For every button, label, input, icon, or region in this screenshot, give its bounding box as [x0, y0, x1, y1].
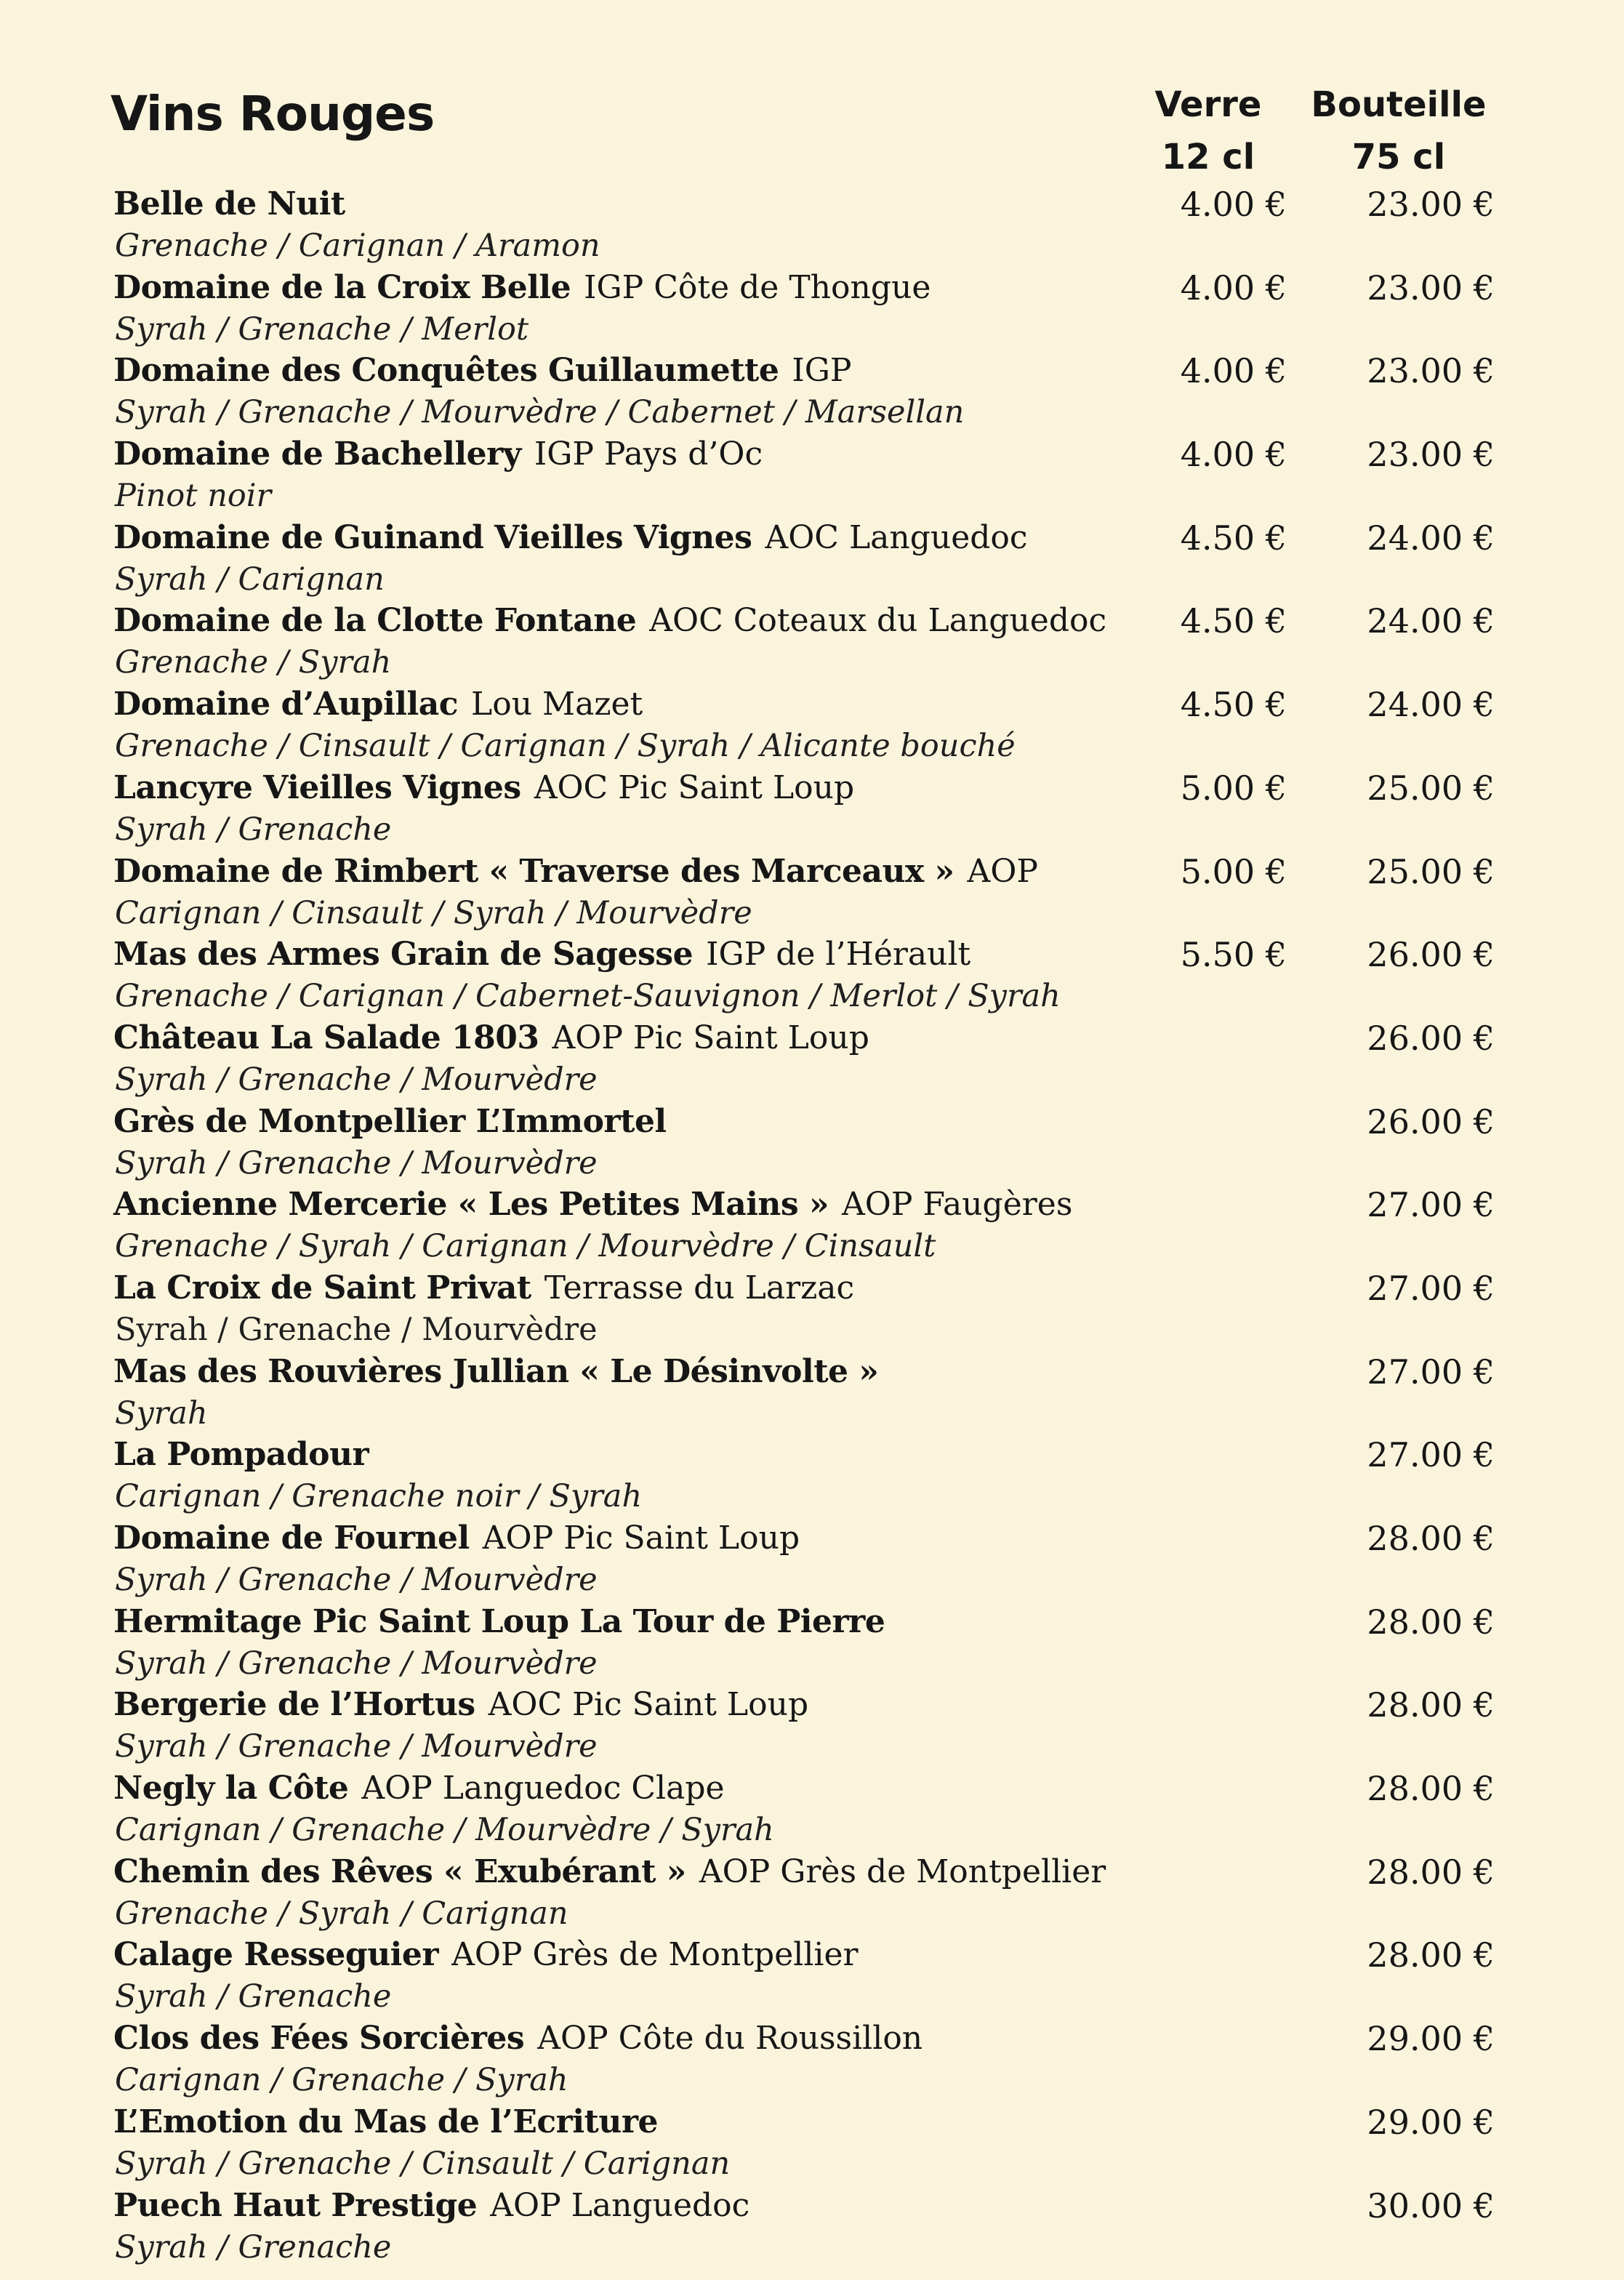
price-bottle: 28.00 € [1367, 1935, 1495, 1975]
wine-entry [0, 267, 1624, 350]
wine-name-line [113, 2101, 658, 2143]
wine-entry [0, 851, 1624, 934]
wine-name: Domaine des Conquêtes Guillaumette [113, 352, 779, 390]
price-bottle: 25.00 € [1367, 851, 1495, 891]
wine-appellation: AOP Pic Saint Loup [552, 1019, 869, 1056]
wine-name: Calage Resseguier [113, 1936, 439, 1974]
wine-list [0, 183, 1624, 2268]
wine-grapes: Syrah / Grenache / Merlot [115, 310, 529, 348]
wine-name-line [113, 1351, 878, 1393]
wine-name: Mas des Rouvières Jullian « Le Désinvolte » [113, 1352, 879, 1390]
price-glass: 4.00 € [1180, 351, 1287, 391]
wine-name-line [113, 267, 930, 309]
price-bottle: 23.00 € [1367, 435, 1495, 475]
price-bottle: 27.00 € [1367, 1268, 1495, 1308]
price-bottle: 23.00 € [1367, 268, 1495, 308]
wine-grapes: Syrah / Grenache / Mourvèdre [115, 1728, 598, 1765]
wine-entry [0, 1101, 1624, 1184]
wine-appellation: IGP de l’Hérault [706, 936, 971, 974]
wine-appellation: AOP Grès de Montpellier [451, 1936, 859, 1974]
wine-name: Puech Haut Prestige [113, 2186, 478, 2224]
wine-name: Ancienne Mercerie « Les Petites Mains » [113, 1186, 829, 1224]
wine-entry [0, 934, 1624, 1017]
wine-entry [0, 517, 1624, 601]
wine-entry [0, 1267, 1624, 1351]
wine-appellation: IGP [792, 352, 852, 390]
wine-grapes: Grenache / Syrah / Carignan [115, 1895, 568, 1932]
wine-entry [0, 767, 1624, 851]
price-bottle: 24.00 € [1367, 601, 1495, 641]
wine-name: Domaine de Fournel [113, 1520, 470, 1557]
price-bottle: 24.00 € [1367, 518, 1495, 558]
wine-name-line [113, 1517, 800, 1560]
wine-name: Clos des Fées Sorcières [113, 2020, 525, 2058]
wine-name: La Pompadour [113, 1436, 369, 1474]
wine-name: Hermitage Pic Saint Loup La Tour de Pierre [113, 1602, 885, 1640]
wine-name-line [113, 433, 763, 475]
wine-entry [0, 1934, 1624, 2018]
wine-name-line [113, 1017, 869, 1059]
wine-name: Lancyre Vieilles Vignes [113, 768, 521, 806]
wine-appellation: AOC Coteaux du Languedoc [649, 602, 1107, 640]
wine-entry [0, 350, 1624, 433]
price-glass: 5.50 € [1180, 935, 1287, 975]
wine-appellation: IGP Pays d’Oc [534, 435, 763, 473]
wine-name: L’Emotion du Mas de l’Ecriture [113, 2103, 659, 2140]
wine-entry [0, 1517, 1624, 1601]
column-header-glass [1114, 79, 1303, 183]
wine-name: Negly la Côte [113, 1770, 349, 1807]
price-bottle: 25.00 € [1367, 768, 1495, 808]
wine-grapes: Carignan / Cinsault / Syrah / Mourvèdre [115, 894, 752, 931]
wine-name: Domaine d’Aupillac [113, 686, 459, 723]
wine-name: Belle de Nuit [113, 185, 345, 222]
wine-grapes: Syrah / Grenache / Cinsault / Carignan [115, 2145, 731, 2182]
wine-name: Domaine de Guinand Vieilles Vignes [113, 518, 752, 556]
price-bottle: 30.00 € [1367, 2185, 1495, 2225]
wine-grapes: Grenache / Carignan / Cabernet-Sauvignon / Merlot / Syrah [115, 978, 1061, 1015]
wine-entry [0, 433, 1624, 517]
wine-appellation: Terrasse du Larzac [544, 1269, 855, 1306]
wine-entry [0, 183, 1624, 267]
wine-entry [0, 600, 1624, 683]
wine-grapes: Carignan / Grenache noir / Syrah [115, 1478, 643, 1515]
wine-grapes: Syrah / Grenache / Mourvèdre / Cabernet / Marsellan [115, 394, 965, 431]
wine-grapes: Pinot noir [115, 478, 272, 515]
price-glass: 4.00 € [1180, 185, 1287, 224]
wine-name-line [113, 1601, 885, 1643]
wine-grapes: Grenache / Cinsault / Carignan / Syrah / Alicante bouché [115, 728, 1016, 765]
wine-appellation: Lou Mazet [471, 686, 643, 723]
wine-grapes: Grenache / Syrah / Carignan / Mourvèdre / Cinsault [115, 1228, 936, 1265]
column-header-bottle [1304, 79, 1493, 183]
wine-name-line [113, 517, 1028, 559]
price-bottle: 28.00 € [1367, 1602, 1495, 1642]
wine-grapes: Syrah / Carignan [115, 561, 385, 598]
wine-name-line [113, 851, 1038, 893]
price-bottle: 28.00 € [1367, 1519, 1495, 1558]
wine-name: Domaine de la Croix Belle [113, 268, 571, 306]
wine-entry [0, 1017, 1624, 1101]
wine-name-line [113, 600, 1106, 642]
wine-name: Chemin des Rêves « Exubérant » [113, 1852, 686, 1890]
price-glass: 4.00 € [1180, 435, 1287, 475]
price-bottle: 29.00 € [1367, 2019, 1495, 2059]
wine-grapes: Syrah / Grenache / Mourvèdre [115, 1061, 598, 1098]
wine-appellation: AOP [967, 852, 1038, 890]
wine-grapes: Syrah / Grenache / Mourvèdre [115, 1311, 598, 1348]
column-header-bottle-volume: 75 cl [1351, 137, 1446, 177]
wine-grapes: Syrah / Grenache [115, 1978, 392, 2015]
wine-appellation: AOC Pic Saint Loup [488, 1686, 809, 1724]
price-bottle: 26.00 € [1367, 1018, 1495, 1058]
wine-appellation: AOP Pic Saint Loup [482, 1520, 800, 1557]
wine-entry [0, 2185, 1624, 2268]
price-bottle: 24.00 € [1367, 685, 1495, 725]
wine-name: Domaine de Bachellery [113, 435, 521, 473]
wine-name: Mas des Armes Grain de Sagesse [113, 936, 694, 974]
wine-name-line [113, 683, 643, 726]
column-header-bottle-label: Bouteille [1311, 84, 1487, 125]
wine-name-line [113, 1101, 667, 1143]
price-bottle: 28.00 € [1367, 1769, 1495, 1809]
wine-grapes: Carignan / Grenache / Syrah [115, 2062, 568, 2099]
price-bottle: 23.00 € [1367, 351, 1495, 391]
price-bottle: 28.00 € [1367, 1685, 1495, 1725]
wine-grapes: Grenache / Syrah [115, 644, 392, 681]
page-title: Vins Rouges [110, 86, 435, 142]
wine-grapes: Syrah / Grenache / Mourvèdre [115, 1645, 598, 1682]
wine-entry [0, 1767, 1624, 1851]
wine-appellation: AOP Grès de Montpellier [699, 1852, 1106, 1890]
wine-name: Domaine de Rimbert « Traverse des Marceaux » [113, 852, 954, 890]
wine-grapes: Syrah / Grenache [115, 811, 392, 848]
wine-grapes: Grenache / Carignan / Aramon [115, 228, 600, 264]
wine-entry [0, 2101, 1624, 2185]
wine-entry [0, 1351, 1624, 1434]
wine-name-line [113, 1934, 859, 1976]
price-bottle: 26.00 € [1367, 1101, 1495, 1141]
price-bottle: 27.00 € [1367, 1352, 1495, 1392]
column-header-glass-volume: 12 cl [1161, 137, 1255, 177]
wine-name-line [113, 1851, 1106, 1893]
wine-name-line [113, 1684, 808, 1726]
wine-entry [0, 2018, 1624, 2101]
price-glass: 4.50 € [1180, 685, 1287, 725]
wine-name-line [113, 767, 854, 809]
wine-appellation: AOC Languedoc [765, 518, 1028, 556]
price-bottle: 27.00 € [1367, 1435, 1495, 1475]
price-glass: 4.50 € [1180, 601, 1287, 641]
wine-appellation: IGP Côte de Thongue [584, 268, 931, 306]
wine-name: Grès de Montpellier L’Immortel [113, 1102, 667, 1140]
price-bottle: 26.00 € [1367, 935, 1495, 975]
wine-appellation: AOP Côte du Roussillon [537, 2020, 923, 2058]
wine-grapes: Syrah / Grenache [115, 2228, 392, 2265]
price-glass: 5.00 € [1180, 768, 1287, 808]
wine-name-line [113, 183, 345, 225]
wine-appellation: AOP Languedoc Clape [361, 1770, 725, 1807]
wine-appellation: AOC Pic Saint Loup [534, 768, 855, 806]
wine-name-line [113, 1434, 369, 1476]
wine-name: Château La Salade 1803 [113, 1019, 539, 1056]
wine-name-line [113, 2185, 749, 2227]
wine-grapes: Carignan / Grenache / Mourvèdre / Syrah [115, 1812, 774, 1849]
price-bottle: 29.00 € [1367, 2102, 1495, 2142]
wine-name-line [113, 1267, 854, 1309]
wine-name: La Croix de Saint Privat [113, 1269, 531, 1306]
wine-name: Domaine de la Clotte Fontane [113, 602, 637, 640]
price-glass: 4.50 € [1180, 518, 1287, 558]
price-bottle: 27.00 € [1367, 1185, 1495, 1225]
wine-name: Bergerie de l’Hortus [113, 1686, 475, 1724]
wine-name-line [113, 1184, 1072, 1226]
wine-grapes: Syrah / Grenache / Mourvèdre [115, 1562, 598, 1598]
price-bottle: 28.00 € [1367, 1852, 1495, 1892]
column-header-glass-label: Verre [1154, 84, 1262, 125]
wine-entry [0, 1684, 1624, 1767]
wine-entry [0, 1601, 1624, 1685]
wine-name-line [113, 350, 852, 392]
wine-grapes: Syrah [115, 1394, 208, 1432]
wine-entry [0, 1851, 1624, 1935]
wine-appellation: AOP Languedoc [490, 2186, 750, 2224]
wine-entry [0, 1184, 1624, 1267]
wine-name-line [113, 934, 970, 976]
wine-name-line [113, 2018, 922, 2060]
wine-entry [0, 1434, 1624, 1517]
price-glass: 5.00 € [1180, 851, 1287, 891]
wine-entry [0, 683, 1624, 767]
wine-grapes: Syrah / Grenache / Mourvèdre [115, 1144, 598, 1181]
price-glass: 4.00 € [1180, 268, 1287, 308]
price-bottle: 23.00 € [1367, 185, 1495, 224]
wine-appellation: AOP Faugères [842, 1186, 1073, 1224]
wine-name-line [113, 1767, 725, 1810]
